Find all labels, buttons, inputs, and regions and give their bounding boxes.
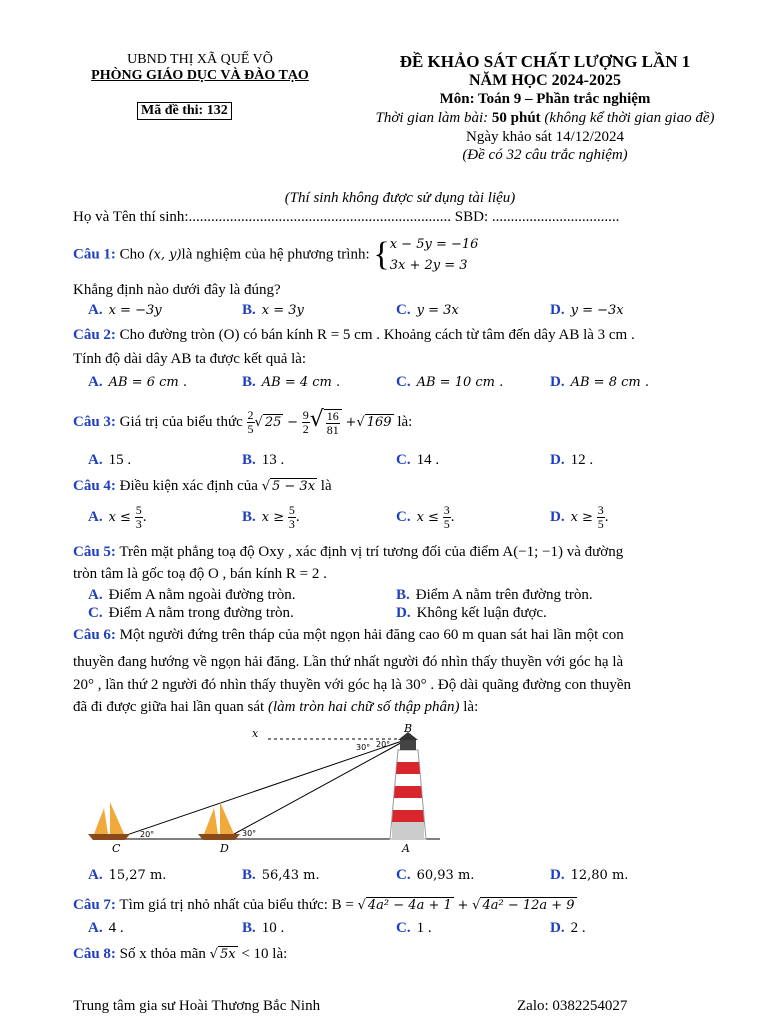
- answer-1a[interactable]: A. x = −3y: [88, 302, 162, 318]
- department-name: PHÒNG GIÁO DỤC VÀ ĐÀO TẠO: [91, 68, 309, 83]
- question-5-line2: tròn tâm là gốc toạ độ O , bán kính R = 2 .: [73, 566, 327, 582]
- sight-line-c: [115, 739, 408, 839]
- equation-system: x − 5y = −16 3x + 2y = 3: [389, 237, 479, 273]
- answer-5c[interactable]: C. Điểm A nằm trong đường tròn.: [88, 605, 294, 621]
- question-6-line3: 20° , lần thứ 2 người đó nhìn thấy thuyền với góc hạ là 30° . Độ dài quãng đường con thuyền: [73, 677, 632, 693]
- question-8: Câu 8: Số x thỏa mãn √ 5x < 10 là:: [73, 946, 288, 962]
- org-name: UBND THỊ XÃ QUẾ VÕ: [127, 52, 273, 67]
- time-limit: Thời gian làm bài: 50 phút (không kể thời gian giao đề): [375, 110, 715, 126]
- question-6: Câu 6: Một người đứng trên tháp của một ngọn hải đăng cao 60 m quan sát hai lần một con: [73, 627, 624, 643]
- answer-1b[interactable]: B. x = 3y: [242, 302, 304, 318]
- answer-4b[interactable]: B. x ≥ $\frac{5}{3}$ .: [242, 503, 300, 531]
- sight-line-d: [225, 739, 408, 839]
- question-count: (Đề có 32 câu trắc nghiệm): [462, 147, 628, 163]
- answer-4c[interactable]: C. x ≤ $\frac{3}{5}$ .: [396, 503, 455, 531]
- answer-5b[interactable]: B. Điểm A nằm trên đường tròn.: [396, 587, 593, 603]
- label-d: D: [220, 842, 229, 855]
- question-3: Câu 3: Giá trị của biểu thức $\frac{2}{5}$ √ 25 − $\frac{9}{2}$ √ $\frac{16}{81}$ +√ 169 là:: [73, 407, 413, 437]
- answer-1c[interactable]: C. y = 3x: [396, 302, 459, 318]
- answer-2c[interactable]: C. AB = 10 cm .: [396, 374, 504, 390]
- label-b: B: [404, 722, 413, 735]
- answer-2b[interactable]: B. AB = 4 cm .: [242, 374, 341, 390]
- fraction: $\frac{2}{5}$: [247, 408, 254, 437]
- notice: (Thí sinh không được sử dụng tài liệu): [284, 190, 516, 206]
- angle-c: 20°: [140, 830, 155, 839]
- answer-3c[interactable]: C. 14 .: [396, 452, 440, 468]
- exam-code-box: Mã đề thi: 132: [137, 102, 232, 120]
- answer-6a[interactable]: A. 15,27 m.: [88, 867, 167, 883]
- angle-d: 30°: [242, 829, 257, 838]
- boat-icon-d: [198, 802, 240, 840]
- question-1: Câu 1: Cho (x, y)là nghiệm của hệ phương trình: { x − 5y = −16 3x + 2y = 3: [73, 234, 478, 276]
- answer-7c[interactable]: C. 1 .: [396, 920, 432, 936]
- question-6-line2: thuyền đang hướng về ngọn hải đăng. Lần thứ nhất người đó nhìn thấy thuyền với góc hạ là: [73, 654, 624, 670]
- question-2: Câu 2: Cho đường tròn (O) có bán kính R = 5 cm . Khoảng cách từ tâm đến dây AB là 3 cm .: [73, 327, 635, 343]
- exam-date: Ngày khảo sát 14/12/2024: [466, 129, 624, 145]
- question-5: Câu 5: Trên mặt phẳng toạ độ Oxy , xác định vị trí tương đối của điểm A(−1; −1) và đường: [73, 544, 624, 560]
- fraction: $\frac{9}{2}$: [302, 408, 309, 437]
- question-label: Câu 1:: [73, 246, 116, 263]
- answer-3b[interactable]: B. 13 .: [242, 452, 285, 468]
- answer-2a[interactable]: A. AB = 6 cm .: [88, 374, 187, 390]
- fraction: $\frac{16}{81}$: [324, 409, 342, 437]
- footer-contact: Zalo: 0382254027: [517, 998, 628, 1014]
- exam-title: ĐỀ KHẢO SÁT CHẤT LƯỢNG LẦN 1: [399, 52, 691, 71]
- answer-7a[interactable]: A. 4 .: [88, 920, 124, 936]
- angle-b2: 20°: [376, 740, 391, 749]
- answer-5a[interactable]: A. Điểm A nằm ngoài đường tròn.: [88, 587, 296, 603]
- question-2-line2: Tính độ dài dây AB ta được kết quả là:: [73, 351, 307, 367]
- question-6-line4: đã đi được giữa hai lần quan sát (làm tròn hai chữ số thập phân) là:: [73, 699, 479, 715]
- lighthouse-icon: [390, 732, 426, 839]
- student-info-line: Họ và Tên thí sinh:...................................................................... SBD: ..................................: [73, 209, 620, 225]
- system-brace: {: [373, 236, 390, 273]
- answer-6d[interactable]: D. 12,80 m.: [550, 867, 629, 883]
- boat-icon-c: [88, 802, 130, 840]
- question-1-prompt: Khẳng định nào dưới đây là đúng?: [73, 282, 281, 298]
- answer-7b[interactable]: B. 10 .: [242, 920, 285, 936]
- answer-3a[interactable]: A. 15 .: [88, 452, 132, 468]
- answer-1d[interactable]: D. y = −3x: [550, 302, 624, 318]
- answer-3d[interactable]: D. 12 .: [550, 452, 594, 468]
- answer-7d[interactable]: D. 2 .: [550, 920, 586, 936]
- answer-6c[interactable]: C. 60,93 m.: [396, 867, 475, 883]
- footer-center-name: Trung tâm gia sư Hoài Thương Bắc Ninh: [73, 998, 321, 1014]
- label-a: A: [402, 842, 410, 855]
- subject: Môn: Toán 9 – Phần trắc nghiệm: [439, 91, 651, 107]
- answer-2d[interactable]: D. AB = 8 cm .: [550, 374, 649, 390]
- answer-6b[interactable]: B. 56,43 m.: [242, 867, 320, 883]
- answer-5d[interactable]: D. Không kết luận được.: [396, 605, 547, 621]
- angle-b1: 30°: [356, 743, 371, 752]
- label-x: x: [252, 727, 259, 740]
- label-c: C: [112, 842, 121, 855]
- lighthouse-figure: [80, 722, 460, 862]
- answer-4a[interactable]: A. x ≤ $\frac{5}{3}$ .: [88, 503, 147, 531]
- question-7: Câu 7: Tìm giá trị nhỏ nhất của biểu thức: B = √ 4a² − 4a + 1 + √ 4a² − 12a + 9: [73, 897, 575, 913]
- answer-4d[interactable]: D. x ≥ $\frac{3}{5}$ .: [550, 503, 609, 531]
- question-4: Câu 4: Điều kiện xác định của √ 5 − 3x là: [73, 478, 332, 494]
- school-year: NĂM HỌC 2024-2025: [469, 72, 621, 89]
